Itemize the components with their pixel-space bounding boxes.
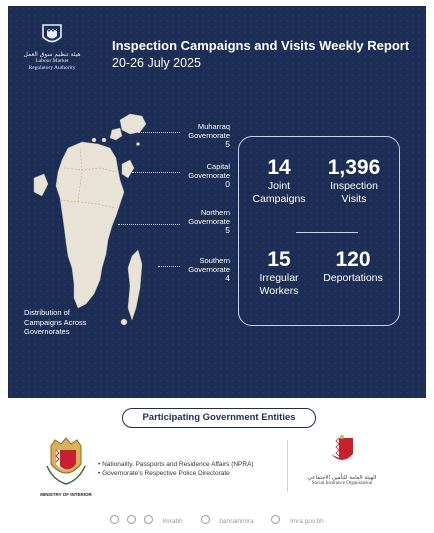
gov-southern-count: 4 (225, 273, 230, 283)
lmra-name-en-2: Regulatory Authority (28, 65, 76, 71)
sio-logo (302, 434, 382, 486)
stat-value: 14 (267, 156, 291, 179)
stat-label-2: Workers (259, 284, 299, 297)
stat-label-1: Irregular (259, 272, 299, 284)
lmra-emblem-icon (39, 22, 65, 48)
lmra-name-en-1: Labour Market (35, 58, 69, 64)
muharraq-island (120, 114, 146, 134)
stat-irregular-workers (246, 248, 312, 297)
social-handle-2: bahrainlmra (219, 518, 254, 525)
umm-nasan-island (34, 174, 48, 196)
stat-value: 15 (267, 248, 291, 271)
sio-emblem-icon (327, 434, 357, 468)
sio-name-ar: الهيئة العامة للتأمين الاجتماعي (307, 475, 377, 481)
stat-value: 120 (335, 248, 371, 271)
sitra-island (122, 160, 134, 178)
social-handle-1: lmrabh (162, 518, 183, 525)
x-icon (201, 515, 210, 524)
gov-northern-name-2: Governorate (188, 217, 230, 226)
gov-northern-count: 5 (225, 225, 230, 235)
gov-muharraq-name-2: Governorate (188, 131, 230, 140)
youtube-icon (144, 515, 153, 524)
stat-label-2: Campaigns (252, 192, 306, 205)
gov-northern-name-1: Northern (200, 208, 230, 217)
gov-capital-count: 0 (225, 179, 230, 189)
stat-deportations (312, 248, 394, 285)
social-item[interactable] (110, 518, 193, 525)
gov-capital (168, 162, 230, 189)
report-title: Inspection Campaigns and Visits Weekly Report (112, 38, 410, 53)
stat-label-1: Deportations (323, 272, 383, 284)
gov-northern (168, 208, 230, 235)
moi-emblem-icon (43, 436, 89, 486)
stats-divider (296, 232, 358, 233)
website-link[interactable] (271, 518, 331, 525)
stat-joint-campaigns (246, 156, 312, 205)
facebook-icon (127, 515, 136, 524)
stat-label-2: Visits (341, 192, 367, 205)
hawar-island (128, 250, 142, 320)
social-links (110, 515, 340, 525)
entities-list (98, 460, 254, 478)
main-island (56, 142, 124, 308)
entity-police: Governorate's Respective Police Directorate (102, 470, 230, 477)
gov-muharraq (168, 122, 230, 149)
entities-heading: Participating Government Entities (122, 408, 316, 428)
gov-muharraq-name-1: Muharraq (197, 122, 230, 131)
gov-southern-name-2: Governorate (188, 265, 230, 274)
lmra-logo (20, 22, 84, 72)
entities-divider (287, 440, 288, 492)
instagram-icon (110, 515, 119, 524)
social-item[interactable] (201, 518, 264, 525)
moi-label: MINISTRY OF INTERIOR (40, 492, 92, 497)
list-item: • Governorate's Respective Police Directorate (98, 470, 230, 477)
moi-logo (38, 436, 94, 497)
stat-label-1: Inspection (330, 180, 378, 192)
sio-name-en: Social Insurance Organization (311, 481, 373, 486)
stat-value: 1,396 (327, 156, 381, 179)
report-date-range: 20-26 July 2025 (112, 56, 201, 70)
list-item: • Nationality, Passports and Residence Affairs (NPRA) (98, 461, 254, 468)
muharraq-island-2 (110, 128, 122, 140)
gov-muharraq-count: 5 (225, 139, 230, 149)
gov-southern (168, 256, 230, 283)
gov-southern-name-1: Southern (199, 256, 230, 265)
gov-capital-name-2: Governorate (188, 171, 230, 180)
globe-icon (271, 515, 280, 524)
website-url: lmra.gov.bh (290, 518, 324, 525)
stat-label-1: Joint (267, 180, 291, 192)
lmra-name-ar: هيئة تنظيم سوق العمل (23, 51, 81, 58)
map-caption: Distribution of Campaigns Across Governorates (24, 308, 87, 336)
stat-inspection-visits (318, 156, 390, 205)
gov-capital-name-1: Capital (206, 162, 230, 171)
entity-npra: Nationality, Passports and Residence Affairs (NPRA) (102, 461, 254, 468)
